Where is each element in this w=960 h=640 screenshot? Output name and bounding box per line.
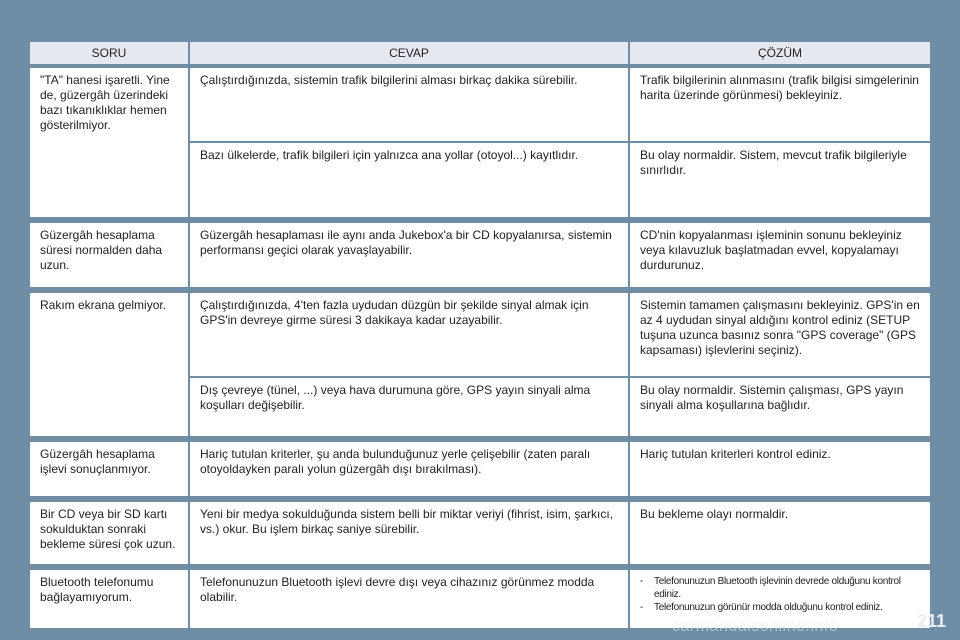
watermark: carmanualsonline.info — [672, 618, 839, 635]
troubleshooting-table — [30, 42, 930, 628]
page-number: 211 — [916, 611, 946, 631]
answer-cell: Güzergâh hesaplaması ile aynı anda Jukebox'a bir CD kopyalanırsa, sistemin performansı geçici olarak yavaşlayabilir. — [190, 223, 628, 287]
question-cell: Güzergâh hesaplama süresi normalden daha uzun. — [30, 223, 188, 287]
question-cell: "TA" hanesi işaretli. Yine de, güzergâh üzerindeki bazı tıkanıklıklar hemen gösterilmiyor. — [30, 68, 188, 217]
solution-cell: Trafik bilgilerinin alınmasını (trafik bilgisi simgelerinin harita üzerinde görünmesi) bekleyiniz. — [630, 68, 930, 141]
answer-cell: Dış çevreye (tünel, ...) veya hava durumuna göre, GPS yayın sinyali alma koşulları değişebilir. — [190, 378, 628, 436]
header-cozum: ÇÖZÜM — [630, 42, 930, 64]
answer-cell: Telefonunuzun Bluetooth işlevi devre dışı veya cihazınız görünmez modda olabilir. — [190, 570, 628, 628]
question-cell: Bluetooth telefonumu bağlayamıyorum. — [30, 570, 188, 628]
solution-list-item: - Telefonunuzun görünür modda olduğunu kontrol ediniz. — [640, 601, 922, 614]
question-cell: Bir CD veya bir SD kartı sokulduktan sonraki bekleme süresi çok uzun. — [30, 502, 188, 564]
solution-list — [640, 575, 922, 614]
solution-cell: Bu olay normaldir. Sistem, mevcut trafik bilgileriyle sınırlıdır. — [630, 143, 930, 217]
solution-cell: Bu bekleme olayı normaldir. — [630, 502, 930, 564]
answer-cell: Hariç tutulan kriterler, şu anda bulunduğunuz yerle çelişebilir (zaten paralı otoyoldayken paralı yolun güzergâh dışı bırakılması). — [190, 442, 628, 496]
question-cell: Güzergâh hesaplama işlevi sonuçlanmıyor. — [30, 442, 188, 496]
solution-cell: Bu olay normaldir. Sistemin çalışması, GPS yayın sinyali alma koşullarına bağlıdır. — [630, 378, 930, 436]
solution-list-item: - Telefonunuzun Bluetooth işlevinin devrede olduğunu kontrol ediniz. — [640, 575, 922, 601]
solution-cell: CD'nin kopyalanması işleminin sonunu bekleyiniz veya kılavuzluk başlatmadan evvel, kopyalamayı durdurunuz. — [630, 223, 930, 287]
solution-cell: Sistemin tamamen çalışmasını bekleyiniz. GPS'in en az 4 uydudan sinyal aldığını kontrol ediniz (SETUP tuşuna uzunca basınız sonra "GPS coverage" (GPS kapsaması) işlevlerini seçiniz). — [630, 293, 930, 376]
answer-cell: Yeni bir medya sokulduğunda sistem belli bir miktar veriyi (fihrist, isim, şarkıcı, vs.) okur. Bu işlem birkaç saniye sürebilir. — [190, 502, 628, 564]
answer-cell: Bazı ülkelerde, trafik bilgileri için yalnızca ana yollar (otoyol...) kayıtlıdır. — [190, 143, 628, 217]
solution-cell: Hariç tutulan kriterleri kontrol ediniz. — [630, 442, 930, 496]
answer-cell: Çalıştırdığınızda, 4'ten fazla uydudan düzgün bir şekilde sinyal almak için GPS'in devreye girme süresi 3 dakikaya kadar uzayabilir. — [190, 293, 628, 376]
question-cell: Rakım ekrana gelmiyor. — [30, 293, 188, 436]
answer-cell: Çalıştırdığınızda, sistemin trafik bilgilerini alması birkaç dakika sürebilir. — [190, 68, 628, 141]
header-soru: SORU — [30, 42, 188, 64]
header-cevap: CEVAP — [190, 42, 628, 64]
